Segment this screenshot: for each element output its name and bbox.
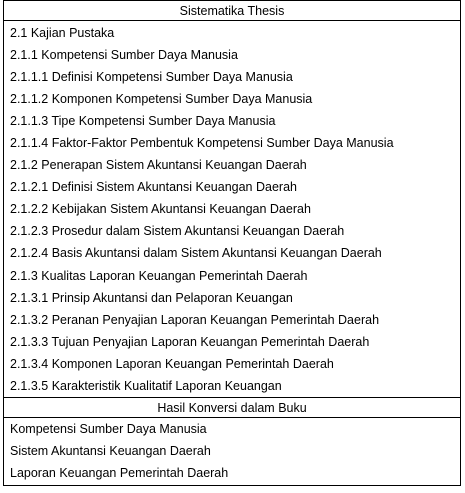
thesis-outline-item: 2.1.1.2 Komponen Kompetensi Sumber Daya Manusia [10, 92, 313, 107]
thesis-outline-item: 2.1.2.4 Basis Akuntansi dalam Sistem Akuntansi Keuangan Daerah [10, 246, 382, 261]
thesis-outline-item: 2.1.3.2 Peranan Penyajian Laporan Keuangan Pemerintah Daerah [10, 312, 380, 327]
document-table [3, 0, 461, 486]
book-conversion-item: Laporan Keuangan Pemerintah Daerah [10, 465, 229, 480]
thesis-outline-item: 2.1.3.1 Prinsip Akuntansi dan Pelaporan Keuangan [10, 290, 293, 305]
book-conversion-list [4, 418, 460, 485]
thesis-outline-item: 2.1.1.4 Faktor-Faktor Pembentuk Kompetensi Sumber Daya Manusia [10, 136, 394, 151]
thesis-outline-item: 2.1.3 Kualitas Laporan Keuangan Pemerintah Daerah [10, 268, 308, 283]
thesis-outline-item: 2.1.3.4 Komponen Laporan Keuangan Pemerintah Daerah [10, 356, 334, 371]
book-section-header: Hasil Konversi dalam Buku [4, 398, 460, 418]
thesis-outline-item: 2.1.2.1 Definisi Sistem Akuntansi Keuangan Daerah [10, 180, 297, 195]
thesis-outline-item: 2.1.3.3 Tujuan Penyajian Laporan Keuangan Pemerintah Daerah [10, 334, 370, 349]
thesis-outline-item: 2.1 Kajian Pustaka [10, 26, 115, 40]
thesis-outline-list [4, 21, 460, 397]
thesis-outline-item: 2.1.2.2 Kebijakan Sistem Akuntansi Keuangan Daerah [10, 202, 311, 217]
thesis-outline-item: 2.1.2.3 Prosedur dalam Sistem Akuntansi Keuangan Daerah [10, 224, 345, 239]
thesis-outline-item: 2.1.3.5 Karakteristik Kualitatif Laporan Keuangan [10, 378, 282, 393]
thesis-section-header: Sistematika Thesis [4, 1, 460, 21]
thesis-outline-item: 2.1.1.1 Definisi Kompetensi Sumber Daya Manusia [10, 70, 293, 85]
thesis-outline-item: 2.1.1.3 Tipe Kompetensi Sumber Daya Manusia [10, 114, 276, 129]
thesis-outline-item: 2.1.2 Penerapan Sistem Akuntansi Keuangan Daerah [10, 158, 307, 173]
book-conversion-item: Kompetensi Sumber Daya Manusia [10, 421, 207, 436]
book-conversion-item: Sistem Akuntansi Keuangan Daerah [10, 443, 211, 458]
thesis-outline-item: 2.1.1 Kompetensi Sumber Daya Manusia [10, 48, 238, 63]
